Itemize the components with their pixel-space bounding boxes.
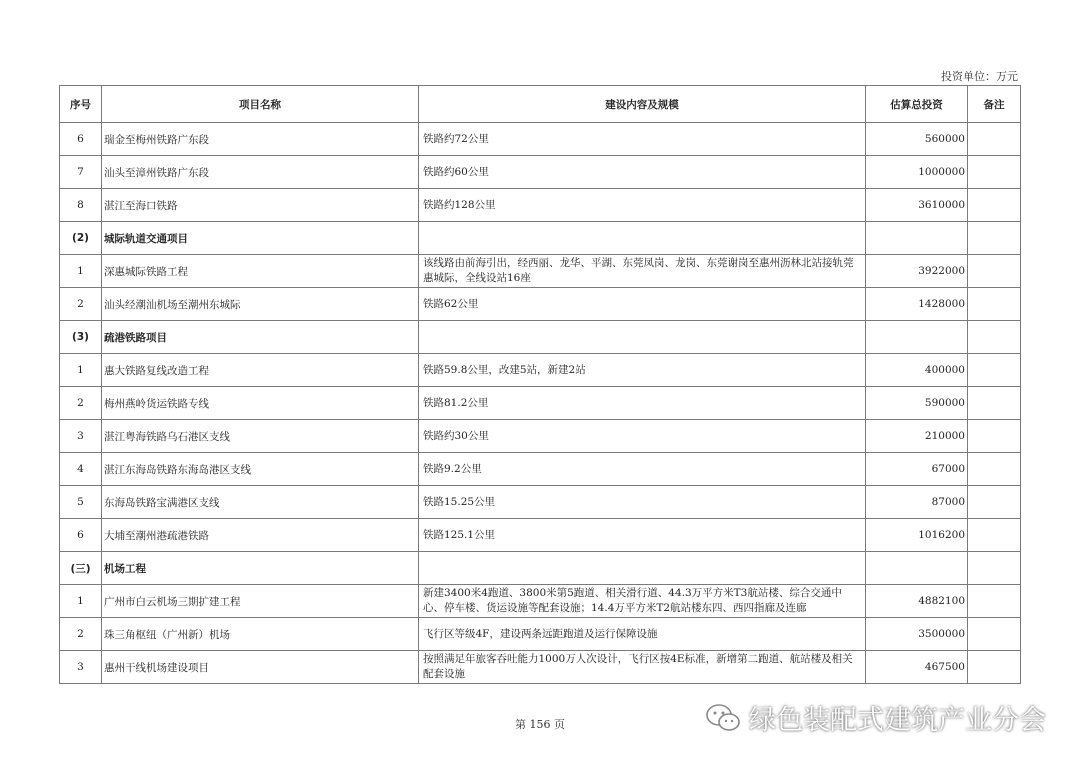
cell-name: 深惠城际铁路工程 bbox=[102, 255, 419, 288]
cell-desc: 新建3400米4跑道、3800米第5跑道、相关滑行道、44.3万平方米T3航站楼、综合交通中心、停车楼、货运设施等配套设施；14.4万平方米T2航站楼东四、西四指廊及连廊 bbox=[419, 585, 866, 618]
cell-seq: (2) bbox=[60, 222, 102, 255]
cell-amount: 1000000 bbox=[866, 156, 968, 189]
cell-seq: 2 bbox=[60, 288, 102, 321]
cell-seq: 1 bbox=[60, 255, 102, 288]
cell-note bbox=[968, 453, 1021, 486]
cell-name: 汕头经潮汕机场至潮州东城际 bbox=[102, 288, 419, 321]
cell-amount bbox=[866, 321, 968, 354]
table-row bbox=[60, 420, 1021, 453]
cell-desc: 铁路约30公里 bbox=[419, 420, 866, 453]
cell-desc: 铁路约128公里 bbox=[419, 189, 866, 222]
cell-desc: 铁路62公里 bbox=[419, 288, 866, 321]
cell-name: 惠大铁路复线改造工程 bbox=[102, 354, 419, 387]
cell-name: 城际轨道交通项目 bbox=[102, 222, 419, 255]
cell-amount: 87000 bbox=[866, 486, 968, 519]
section-row bbox=[60, 321, 1021, 354]
table-row bbox=[60, 618, 1021, 651]
cell-seq: 7 bbox=[60, 156, 102, 189]
cell-note bbox=[968, 387, 1021, 420]
watermark-text: 绿色装配式建筑产业分会 bbox=[749, 705, 1046, 736]
cell-note bbox=[968, 618, 1021, 651]
cell-seq: 2 bbox=[60, 618, 102, 651]
cell-desc: 铁路9.2公里 bbox=[419, 453, 866, 486]
cell-note bbox=[968, 189, 1021, 222]
table-row bbox=[60, 288, 1021, 321]
col-header-note: 备注 bbox=[968, 86, 1021, 123]
table-row bbox=[60, 156, 1021, 189]
cell-desc: 铁路约60公里 bbox=[419, 156, 866, 189]
col-header-desc: 建设内容及规模 bbox=[419, 86, 866, 123]
cell-name: 瑞金至梅州铁路广东段 bbox=[102, 123, 419, 156]
cell-desc: 按照满足年旅客吞吐能力1000万人次设计，飞行区按4E标准，新增第二跑道、航站楼及相关配套设施 bbox=[419, 651, 866, 684]
table-row bbox=[60, 486, 1021, 519]
table-row bbox=[60, 255, 1021, 288]
page-number: 第 156 页 bbox=[515, 718, 565, 731]
cell-desc: 铁路81.2公里 bbox=[419, 387, 866, 420]
cell-seq: 3 bbox=[60, 420, 102, 453]
cell-desc: 铁路约72公里 bbox=[419, 123, 866, 156]
cell-name: 惠州干线机场建设项目 bbox=[102, 651, 419, 684]
cell-note bbox=[968, 354, 1021, 387]
cell-desc bbox=[419, 222, 866, 255]
cell-note bbox=[968, 156, 1021, 189]
col-header-amount: 估算总投资 bbox=[866, 86, 968, 123]
wechat-icon bbox=[705, 703, 741, 733]
cell-amount: 467500 bbox=[866, 651, 968, 684]
cell-seq: 6 bbox=[60, 123, 102, 156]
cell-amount: 1428000 bbox=[866, 288, 968, 321]
cell-amount: 590000 bbox=[866, 387, 968, 420]
cell-name: 梅州燕岭货运铁路专线 bbox=[102, 387, 419, 420]
cell-note bbox=[968, 123, 1021, 156]
cell-name: 机场工程 bbox=[102, 552, 419, 585]
table-body bbox=[60, 123, 1021, 684]
table-row bbox=[60, 651, 1021, 684]
cell-name: 湛江至海口铁路 bbox=[102, 189, 419, 222]
col-header-name: 项目名称 bbox=[102, 86, 419, 123]
cell-seq: 8 bbox=[60, 189, 102, 222]
cell-note bbox=[968, 321, 1021, 354]
table-row bbox=[60, 519, 1021, 552]
cell-amount: 560000 bbox=[866, 123, 968, 156]
table-row bbox=[60, 189, 1021, 222]
table-row bbox=[60, 123, 1021, 156]
cell-desc bbox=[419, 552, 866, 585]
cell-seq: 6 bbox=[60, 519, 102, 552]
cell-note bbox=[968, 420, 1021, 453]
cell-desc: 铁路59.8公里，改建5站，新建2站 bbox=[419, 354, 866, 387]
table-row bbox=[60, 585, 1021, 618]
cell-name: 珠三角枢纽（广州新）机场 bbox=[102, 618, 419, 651]
cell-name: 广州市白云机场三期扩建工程 bbox=[102, 585, 419, 618]
cell-note bbox=[968, 288, 1021, 321]
cell-note bbox=[968, 255, 1021, 288]
cell-seq: 5 bbox=[60, 486, 102, 519]
cell-name: 汕头至漳州铁路广东段 bbox=[102, 156, 419, 189]
cell-desc: 飞行区等级4F，建设两条远距跑道及运行保障设施 bbox=[419, 618, 866, 651]
table-header-row bbox=[60, 86, 1021, 123]
table-row bbox=[60, 453, 1021, 486]
cell-seq: 3 bbox=[60, 651, 102, 684]
cell-amount: 3500000 bbox=[866, 618, 968, 651]
col-header-seq: 序号 bbox=[60, 86, 102, 123]
cell-desc: 铁路15.25公里 bbox=[419, 486, 866, 519]
cell-name: 大埔至潮州港疏港铁路 bbox=[102, 519, 419, 552]
watermark bbox=[705, 698, 1046, 737]
cell-seq: (三) bbox=[60, 552, 102, 585]
investment-unit-label: 投资单位：万元 bbox=[941, 70, 1018, 83]
cell-desc: 铁路125.1公里 bbox=[419, 519, 866, 552]
cell-amount: 400000 bbox=[866, 354, 968, 387]
cell-amount bbox=[866, 552, 968, 585]
cell-amount: 3922000 bbox=[866, 255, 968, 288]
cell-amount: 1016200 bbox=[866, 519, 968, 552]
table-row bbox=[60, 354, 1021, 387]
cell-seq: 1 bbox=[60, 354, 102, 387]
cell-amount: 67000 bbox=[866, 453, 968, 486]
section-row bbox=[60, 552, 1021, 585]
cell-note bbox=[968, 519, 1021, 552]
cell-seq: 1 bbox=[60, 585, 102, 618]
cell-amount: 210000 bbox=[866, 420, 968, 453]
cell-seq: 4 bbox=[60, 453, 102, 486]
cell-amount: 4882100 bbox=[866, 585, 968, 618]
cell-note bbox=[968, 651, 1021, 684]
cell-desc bbox=[419, 321, 866, 354]
cell-note bbox=[968, 552, 1021, 585]
cell-desc: 该线路由前海引出，经西丽、龙华、平湖、东莞凤岗、龙岗、东莞谢岗至惠州沥林北站接轨莞惠城际，全线设站16座 bbox=[419, 255, 866, 288]
project-table bbox=[59, 85, 1021, 684]
table-row bbox=[60, 387, 1021, 420]
cell-name: 疏港铁路项目 bbox=[102, 321, 419, 354]
cell-seq: (3) bbox=[60, 321, 102, 354]
cell-amount bbox=[866, 222, 968, 255]
cell-note bbox=[968, 585, 1021, 618]
cell-name: 湛江东海岛铁路东海岛港区支线 bbox=[102, 453, 419, 486]
cell-name: 东海岛铁路宝满港区支线 bbox=[102, 486, 419, 519]
cell-seq: 2 bbox=[60, 387, 102, 420]
cell-note bbox=[968, 222, 1021, 255]
cell-name: 湛江粤海铁路乌石港区支线 bbox=[102, 420, 419, 453]
cell-amount: 3610000 bbox=[866, 189, 968, 222]
cell-note bbox=[968, 486, 1021, 519]
section-row bbox=[60, 222, 1021, 255]
